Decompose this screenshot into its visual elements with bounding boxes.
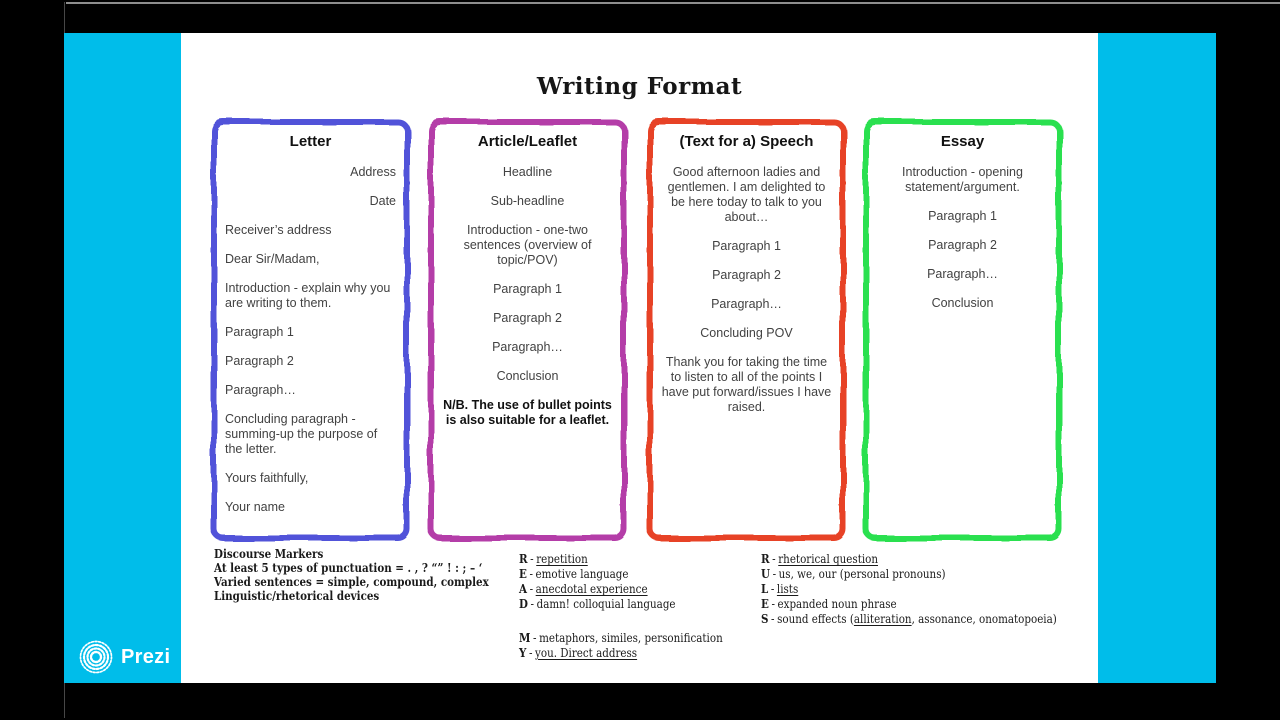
mnemonic-text-underlined: you. Direct address: [535, 646, 638, 660]
mnemonic-separator: -: [529, 582, 534, 596]
mnemonic-line: [761, 567, 1057, 582]
prezi-logo[interactable]: [78, 639, 170, 675]
article-note: N/B. The use of bullet points is also suitable for a leaflet.: [443, 398, 612, 427]
mnemonic-letter: R: [761, 552, 770, 566]
mnemonic-line: [761, 582, 1057, 597]
letter-item: Receiver’s address: [225, 223, 332, 237]
mnemonic-letter: U: [761, 567, 771, 581]
article-item: Paragraph 2: [493, 311, 562, 325]
mnemonic-line: [519, 597, 676, 612]
essay-item: Paragraph 1: [928, 209, 997, 223]
mnemonic-letter: M: [519, 631, 531, 645]
mnemonic-text-underlined: rhetorical question: [778, 552, 879, 566]
article-item: Conclusion: [496, 369, 559, 383]
mnemonic-letter: L: [761, 582, 769, 596]
article-item: Headline: [502, 165, 553, 179]
letter-item: Date: [369, 194, 396, 208]
mnemonic-line: [519, 567, 676, 582]
letter-item: Paragraph 2: [225, 354, 294, 368]
prezi-stage: [64, 33, 1216, 683]
mnemonic-letter: S: [761, 612, 769, 626]
speech-item: Paragraph…: [711, 297, 782, 311]
essay-item: Introduction - opening statement/argument.: [902, 165, 1023, 194]
slide-canvas: [181, 33, 1098, 683]
mnemonic-letter: R: [519, 552, 528, 566]
mnemonic-letter: E: [519, 567, 527, 581]
letter-box-title: Letter: [289, 133, 332, 150]
speech-item: Paragraph 2: [712, 268, 781, 282]
letter-item: Your name: [225, 500, 285, 514]
mnemonic-read-block: [519, 552, 676, 612]
discourse-line: Linguistic/rhetorical devices: [214, 589, 380, 603]
mnemonic-text: metaphors, similes, personification: [539, 631, 723, 645]
essay-item: Paragraph 2: [928, 238, 997, 252]
mnemonic-separator: -: [770, 582, 775, 596]
mnemonic-text: us, we, our (personal pronouns): [778, 567, 946, 581]
mnemonic-text: expanded noun phrase: [777, 597, 897, 611]
mnemonic-my-block: [519, 631, 723, 661]
letter-item: Paragraph…: [225, 383, 296, 397]
mnemonic-separator: -: [530, 597, 535, 611]
discourse-markers-block: [214, 547, 489, 603]
discourse-line: Varied sentences = simple, compound, complex: [214, 575, 489, 589]
letter-item: Introduction - explain why you are writing to them.: [225, 281, 391, 310]
mnemonic-text: sound effects (: [777, 612, 854, 626]
letter-item: Yours faithfully,: [225, 471, 309, 485]
mnemonic-line: [761, 612, 1057, 627]
article-item: Paragraph 1: [493, 282, 562, 296]
mnemonic-text: emotive language: [535, 567, 629, 581]
mnemonic-separator: -: [772, 552, 776, 566]
article-item: Introduction - one-two sentences (overview of topic/POV): [463, 223, 592, 267]
article-item: Paragraph…: [492, 340, 563, 354]
mnemonic-text-underlined: anecdotal experience: [535, 582, 648, 596]
footnotes: [181, 33, 1098, 683]
essay-item: Paragraph…: [927, 267, 998, 281]
letter-item: Paragraph 1: [225, 325, 294, 339]
mnemonic-text-underlined: repetition: [536, 552, 588, 566]
mnemonic-line: [761, 552, 1057, 567]
mnemonic-line: [761, 597, 1057, 612]
player-top-divider: [66, 2, 1280, 4]
mnemonic-letter: D: [519, 597, 528, 611]
discourse-line: Discourse Markers: [214, 547, 324, 561]
speech-item: Thank you for taking the time to listen to all of the points I have put forward/issues I have raised.: [661, 355, 832, 414]
letter-item: Address: [350, 165, 396, 179]
mnemonic-letter: E: [761, 597, 769, 611]
mnemonic-separator: -: [528, 646, 533, 660]
article-item: Sub-headline: [490, 194, 565, 208]
page-title: Writing Format: [536, 73, 743, 100]
speech-item: Good afternoon ladies and gentlemen. I am delighted to be here today to talk to you about…: [667, 165, 826, 224]
mnemonic-text: , assonance, onomatopoeia): [911, 612, 1057, 626]
speech-box-title: (Text for a) Speech: [679, 133, 814, 150]
discourse-line: At least 5 types of punctuation = . , ? “” ! : ; – ‘: [214, 561, 483, 575]
mnemonic-line: [519, 631, 723, 646]
mnemonic-separator: -: [529, 567, 533, 581]
mnemonic-separator: -: [530, 552, 534, 566]
essay-item: Conclusion: [931, 296, 994, 310]
mnemonic-line: [519, 582, 676, 597]
mnemonic-separator: -: [533, 631, 537, 645]
prezi-logo-text: Prezi: [121, 645, 171, 668]
speech-item: Concluding POV: [700, 326, 793, 340]
mnemonic-text-underlined: lists: [776, 582, 799, 596]
speech-item: Paragraph 1: [712, 239, 781, 253]
prezi-logo-icon: [78, 639, 114, 675]
article-box-title: Article/Leaflet: [477, 133, 578, 150]
mnemonic-separator: -: [771, 612, 775, 626]
mnemonic-text-underlined: alliteration: [853, 612, 912, 626]
mnemonic-line: [519, 646, 723, 661]
mnemonic-separator: -: [772, 567, 777, 581]
mnemonic-rules-block: [761, 552, 1057, 627]
mnemonic-text: damn! colloquial language: [536, 597, 676, 611]
mnemonic-line: [519, 552, 676, 567]
essay-box-title: Essay: [940, 133, 985, 150]
mnemonic-letter: A: [519, 582, 528, 596]
letter-item: Concluding paragraph - summing-up the purpose of the letter.: [225, 412, 378, 456]
letter-item: Dear Sir/Madam,: [225, 252, 320, 266]
mnemonic-separator: -: [771, 597, 775, 611]
mnemonic-letter: Y: [519, 646, 527, 660]
